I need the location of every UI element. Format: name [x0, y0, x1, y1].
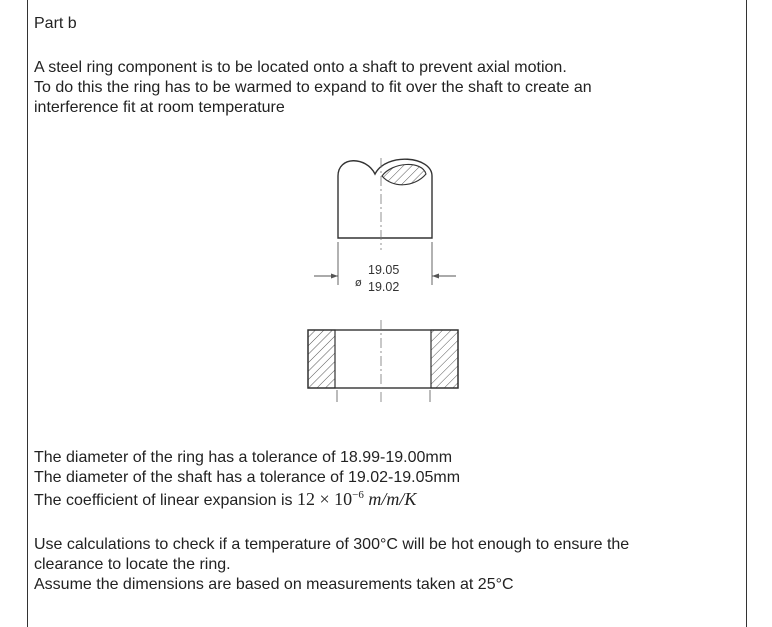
intro-line-2: To do this the ring has to be warmed to expand to fit over the shaft to create an — [34, 79, 592, 96]
upper-limit-label: 19.05 — [368, 263, 400, 277]
coefficient-units: m/m/K — [368, 489, 417, 509]
task-line-2: clearance to locate the ring. — [34, 556, 231, 573]
coefficient-prefix: The coefficient of linear expansion is — [34, 492, 297, 509]
shaft-drawing — [338, 158, 432, 250]
lower-limit-label: 19.02 — [368, 280, 400, 294]
task-line-1: Use calculations to check if a temperature of 300°C will be hot enough to ensure the — [34, 536, 630, 553]
coefficient-exponent: −6 — [352, 489, 364, 501]
shaft-ring-diagram — [300, 150, 470, 410]
expansion-coefficient — [34, 488, 460, 510]
ring-right-section — [431, 330, 458, 388]
coefficient-times: × — [319, 489, 330, 509]
coefficient-formula — [297, 489, 416, 509]
coefficient-base: 10 — [334, 489, 353, 509]
coefficient-mantissa: 12 — [296, 489, 315, 509]
ring-drawing — [308, 320, 458, 402]
ring-left-section — [308, 330, 335, 388]
task-line-3: Assume the dimensions are based on measurements taken at 25°C — [34, 576, 514, 593]
part-title: Part b — [34, 15, 77, 32]
shaft-tolerance: The diameter of the shaft has a tolerance of 19.02-19.05mm — [34, 469, 461, 486]
task-paragraph — [34, 535, 629, 595]
intro-paragraph — [34, 58, 592, 118]
intro-line-1: A steel ring component is to be located onto a shaft to prevent axial motion. — [34, 59, 567, 76]
ring-tolerance: The diameter of the ring has a tolerance of 18.99-19.00mm — [34, 449, 453, 466]
tolerance-paragraph — [34, 448, 460, 510]
diameter-symbol: ø — [355, 276, 362, 289]
intro-line-3: interference fit at room temperature — [34, 99, 285, 116]
